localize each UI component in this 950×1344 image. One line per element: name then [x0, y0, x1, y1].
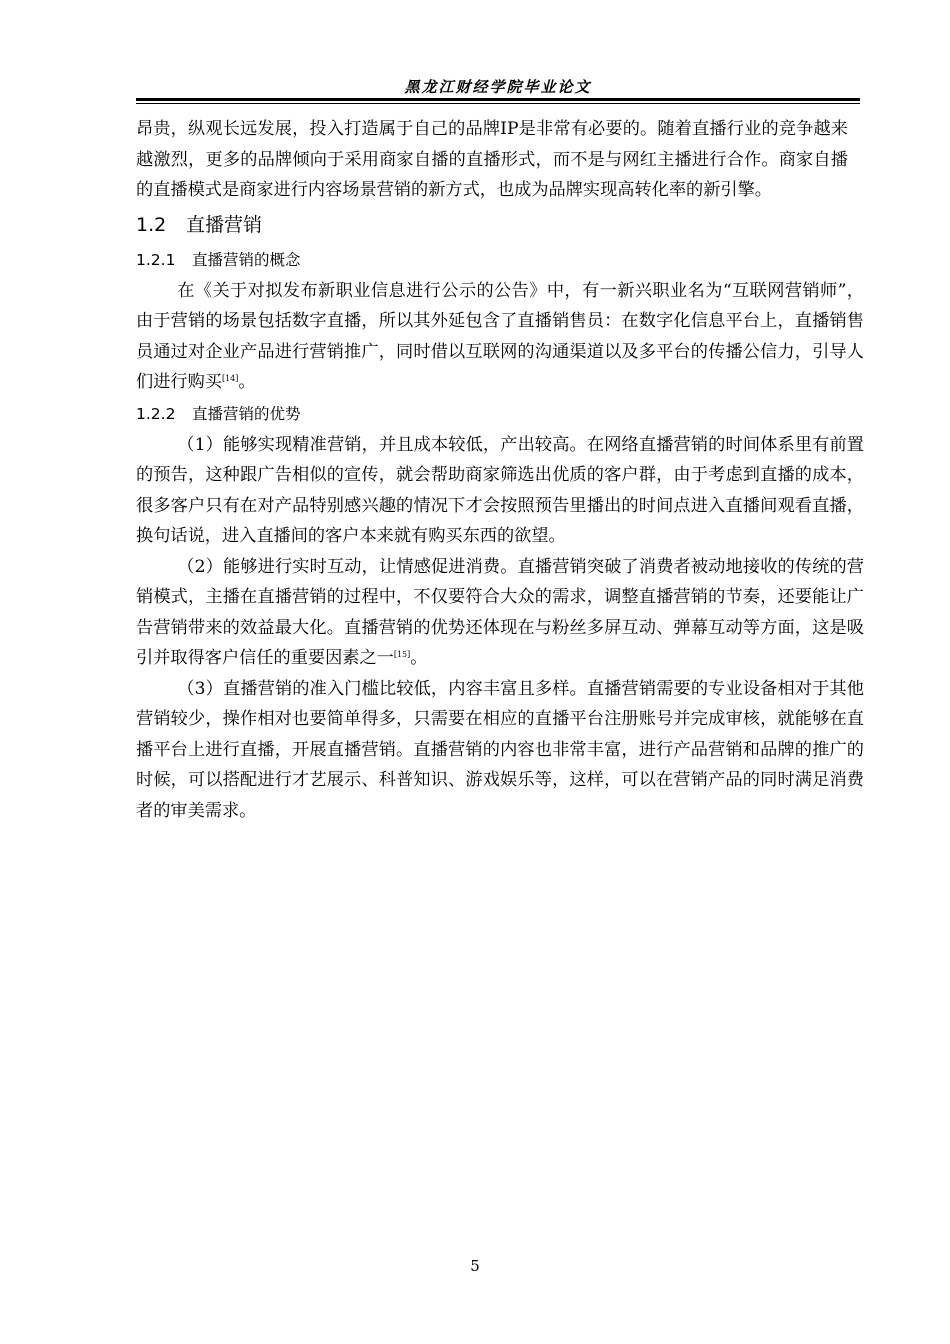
subsection-title: 直播营销的优势: [192, 404, 301, 423]
subsection-number: 1.2.1: [136, 250, 176, 269]
point-2-text: （2）能够进行实时互动，让情感促进消费。直播营销突破了消费者被动地接收的传统的营销模式，主播在直播营销的过程中，不仅要符合大众的需求，调整直播营销的节奏，还要能让广告营销带来的效益最大化。直播营销的优势还体现在与粉丝多屏互动、弹幕互动等方面，这是吸引并取得客户信任的重要因素之一: [136, 556, 864, 668]
page-number: 5: [470, 1257, 480, 1275]
advantage-point-3: （3）直播营销的准入门槛比较低，内容丰富且多样。直播营销需要的专业设备相对于其他营销较少，操作相对也要简单得多，只需要在相应的直播平台注册账号并完成审核，就能够在直播平台上进行直播，开展直播营销。直播营销的内容也非常丰富，进行产品营销和品牌的推广的时候，可以搭配进行才艺展示、科普知识、游戏娱乐等，这样，可以在营销产品的同时满足消费者的审美需求。: [136, 678, 864, 821]
citation-14: [14]: [221, 374, 239, 383]
intro-paragraph: 昂贵，纵观长远发展，投入打造属于自己的品牌IP是非常有必要的。随着直播行业的竞争越来越激烈，更多的品牌倾向于采用商家自播的直播形式，而不是与网红主播进行合作。商家自播的直播模式是商家进行内容场景营销的新方式，也成为品牌实现高转化率的新引擎。: [136, 119, 848, 200]
concept-end: 。: [238, 372, 256, 392]
subsection-number: 1.2.2: [136, 404, 176, 423]
point-2-end: 。: [410, 648, 428, 668]
advantage-point-2: [136, 552, 864, 674]
document-body: [136, 114, 864, 826]
subsection-heading-1-2-1: [136, 244, 864, 276]
section-heading-1-2: [136, 206, 864, 244]
citation-15: [15]: [393, 650, 411, 659]
header-rule: [136, 98, 860, 101]
subsection-heading-1-2-2: [136, 398, 864, 430]
header-rule-thin: [136, 103, 860, 104]
section-number: 1.2: [136, 213, 167, 236]
concept-paragraph: [136, 276, 864, 398]
concept-text: 在《关于对拟发布新职业信息进行公示的公告》中，有一新兴职业名为“互联网营销师”，由于营销的场景包括数字直播，所以其外延包含了直播销售员：在数字化信息平台上，直播销售员通过对企业产品进行营销推广，同时借以互联网的沟通渠道以及多平台的传播公信力，引导人们进行购买: [136, 280, 864, 392]
section-title: 直播营销: [186, 213, 263, 236]
subsection-title: 直播营销的概念: [192, 250, 301, 269]
running-header: 黑龙江财经学院毕业论文: [404, 78, 592, 96]
advantage-point-1: （1）能够实现精准营销，并且成本较低，产出较高。在网络直播营销的时间体系里有前置的预告，这种跟广告相似的宣传，就会帮助商家筛选出优质的客户群，由于考虑到直播的成本，很多客户只有在对产品特别感兴趣的情况下才会按照预告里播出的时间点进入直播间观看直播，换句话说，进入直播间的客户本来就有购买东西的欲望。: [136, 434, 864, 546]
